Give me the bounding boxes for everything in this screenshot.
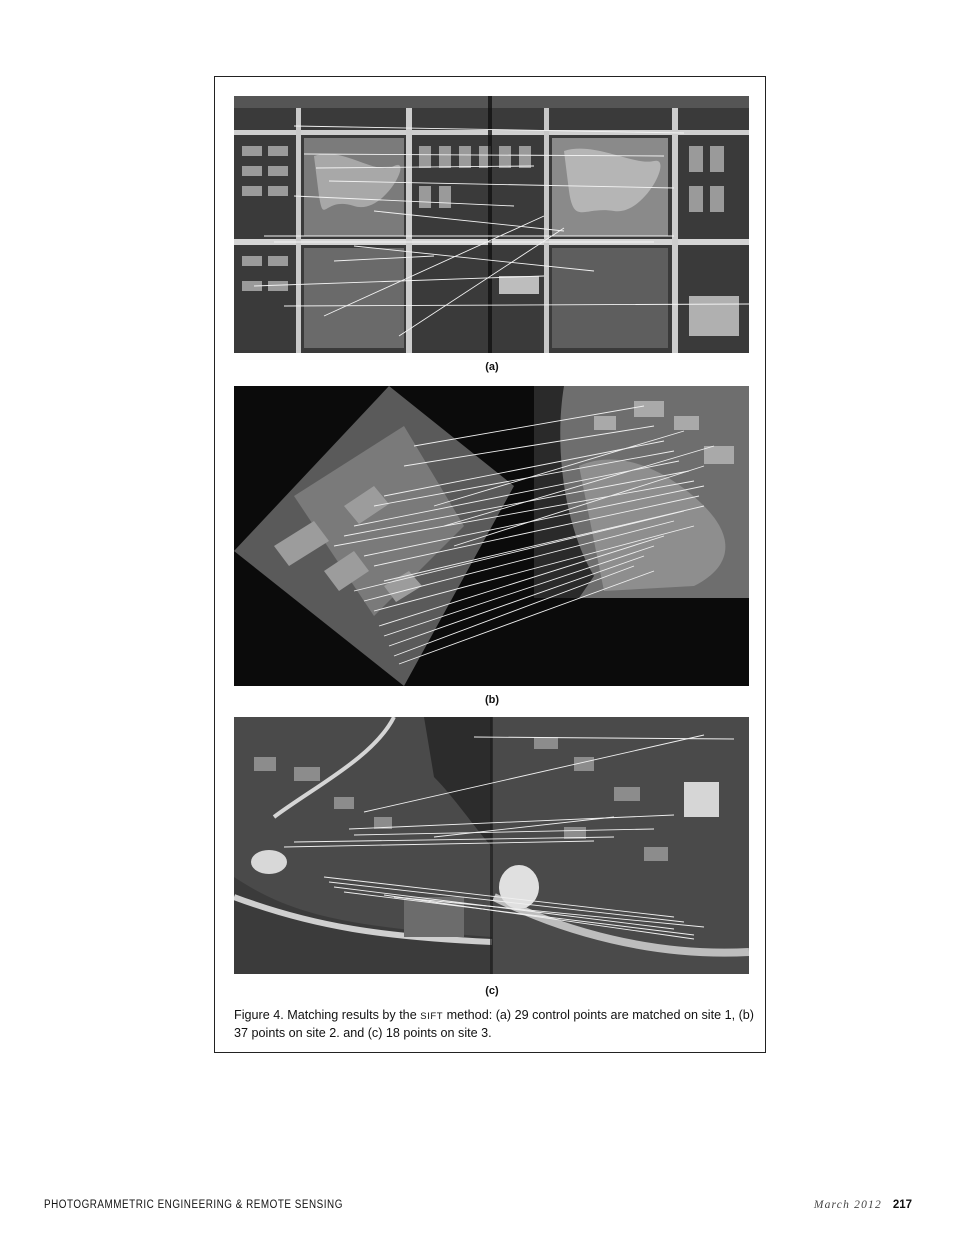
caption-suffix: method: (a) 29 control points are matched on site 1, (b) 37 points on site 2. and (c) 18 points on site 3.	[234, 1008, 754, 1040]
figure-panel-a-image	[234, 96, 749, 353]
figure-caption	[234, 1007, 754, 1041]
journal-name: PHOTOGRAMMETRIC ENGINEERING & REMOTE SENSING	[44, 1199, 343, 1211]
page-footer-right	[814, 1199, 912, 1211]
panel-label-a: (a)	[485, 361, 499, 373]
caption-method: SIFT	[420, 1011, 444, 1022]
page-number: 217	[892, 1199, 912, 1211]
figure-panel-b-image	[234, 386, 749, 686]
panel-label-c: (c)	[485, 985, 499, 997]
panel-label-b: (b)	[484, 694, 500, 706]
issue-date: March 2012	[813, 1199, 882, 1211]
caption-prefix: Figure 4. Matching results by the	[234, 1008, 421, 1022]
figure-panel-c-image	[234, 717, 749, 974]
